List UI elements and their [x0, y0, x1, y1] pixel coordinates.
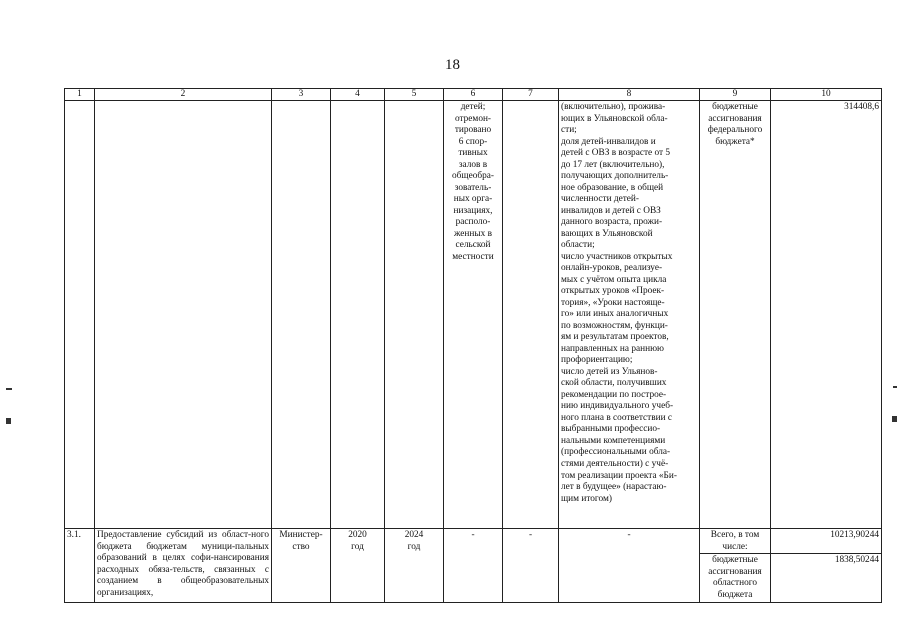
col-header: 9	[700, 89, 771, 101]
program-table	[64, 88, 882, 603]
amount-cell: 314408,6	[771, 101, 882, 529]
executor-cell: Министер- ство	[272, 529, 331, 603]
scan-mark	[6, 388, 12, 390]
col-header: 4	[331, 89, 385, 101]
regional-budget-label: бюджетные ассигнования областного бюджета	[708, 555, 762, 600]
col-header: 6	[444, 89, 503, 101]
measure-description: Предоставление субсидий из област-ного бюджета бюджетам муници-пальных образований в целях софи-нансирования расходных обяза-тельств, связанных с созданием в общеобразовательных организациях,	[95, 529, 272, 603]
cell	[95, 101, 272, 529]
col-header: 3	[272, 89, 331, 101]
amount-split	[771, 529, 882, 603]
cell	[503, 101, 559, 529]
dash-cell: -	[444, 529, 503, 603]
dash-cell: -	[503, 529, 559, 603]
col-header: 2	[95, 89, 272, 101]
page-number: 18	[445, 57, 460, 73]
scan-mark	[892, 416, 897, 422]
col-header: 1	[65, 89, 95, 101]
funding-source-split	[700, 529, 771, 603]
col-header: 10	[771, 89, 882, 101]
start-year-cell: 2020 год	[331, 529, 385, 603]
col-header: 5	[385, 89, 444, 101]
total-amount: 10213,90244	[771, 529, 881, 554]
funding-source-cell: бюджетные ассигнования федерального бюджета*	[700, 101, 771, 529]
scan-mark	[893, 386, 897, 388]
scan-mark	[6, 418, 11, 424]
col-header: 7	[503, 89, 559, 101]
cell	[331, 101, 385, 529]
cell	[385, 101, 444, 529]
cell	[65, 101, 95, 529]
continuation-row	[65, 101, 882, 529]
column-number-row	[65, 89, 882, 101]
row-3-1	[65, 529, 882, 603]
cell	[272, 101, 331, 529]
end-year-cell: 2024 год	[385, 529, 444, 603]
total-label: Всего, в том числе:	[700, 529, 770, 554]
col-header: 8	[559, 89, 700, 101]
row-number: 3.1.	[65, 529, 95, 603]
regional-amount: 1838,50244	[834, 555, 879, 565]
dash-cell: -	[559, 529, 700, 603]
indicators-cell: (включительно), прожива- ющих в Ульяновской обла- сти; доля детей-инвалидов и детей с ОВЗ в возрасте от 5 до 17 лет (включительно), получающих дополнитель- ное образование, в общей численности детей- инвалидов и детей с ОВЗ данного возраста, прожи- вающих в Ульяновской области; число участников открытых онлайн-уроков, реализуе- мых с учётом опыта цикла открытых уроков «Проек- тория», «Уроки настояще- го» или иных аналогичных по возможностям, функци- ям и результатам проектов, направленных на раннюю профориентацию; число детей из Ульянов- ской области, получивших рекомендации по построе- нию индивидуального учеб- ного плана в соответствии с выбранными профессио- нальными компетенциями (профессиональными обла- стями деятельности) с учё- том реализации проекта «Би- лет в будущее» (нарастаю- щим итогом)	[559, 101, 700, 529]
target-indicator-cell: детей; отремон- тировано 6 спор- тивных залов в общеобра- зователь- ных орга- низациях, располо- женных в сельской местности	[444, 101, 503, 529]
